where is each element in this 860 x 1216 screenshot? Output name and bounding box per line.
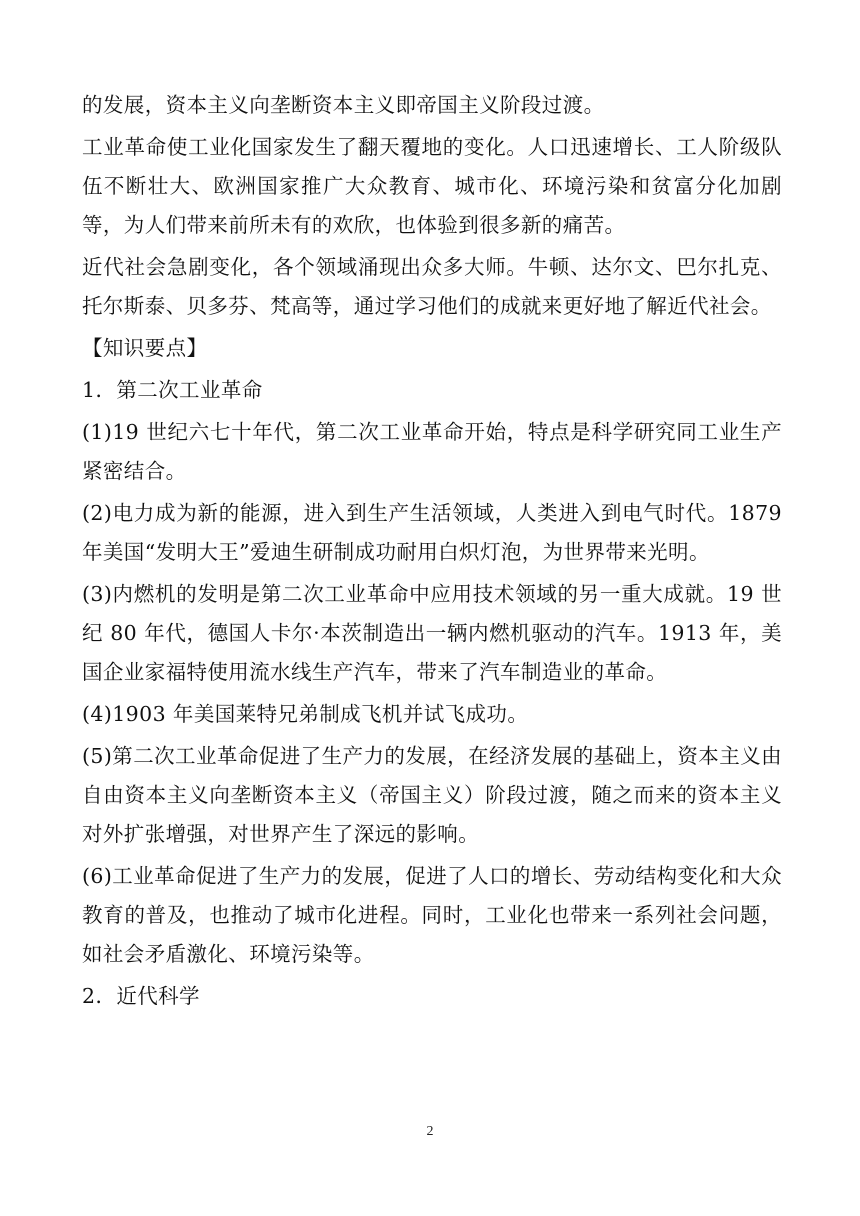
section-title-knowledge-points: 【知识要点】 (82, 336, 208, 360)
paragraph-industrial-change: 工业革命使工业化国家发生了翻天覆地的变化。人口迅速增长、工人阶级队伍不断壮大、欧洲国家推广大众教育、城市化、环境污染和贫富分化加剧等，为人们带来前所未有的欢欣，也体验到很多新的痛苦。 (82, 135, 782, 237)
topic-title-modern-science: 2．近代科学 (82, 984, 200, 1008)
document-body (82, 86, 782, 1019)
list-item: (3)内燃机的发明是第二次工业革命中应用技术领域的另一重大成就。19 世纪 80 年代，德国人卡尔·本茨制造出一辆内燃机驱动的汽车。1913 年，美国企业家福特使用流水线生产汽车，带来了汽车制造业的革命。 (82, 582, 782, 684)
list-item: (1)19 世纪六七十年代，第二次工业革命开始，特点是科学研究同工业生产紧密结合。 (82, 420, 782, 483)
paragraph-masters: 近代社会急剧变化，各个领域涌现出众多大师。牛顿、达尔文、巴尔扎克、托尔斯泰、贝多芬、梵高等，通过学习他们的成就来更好地了解近代社会。 (82, 255, 782, 318)
paragraph-continuation: 的发展，资本主义向垄断资本主义即帝国主义阶段过渡。 (82, 93, 605, 117)
list-item: (5)第二次工业革命促进了生产力的发展，在经济发展的基础上，资本主义由自由资本主义向垄断资本主义（帝国主义）阶段过渡，随之而来的资本主义对外扩张增强，对世界产生了深远的影响。 (82, 744, 782, 846)
page-number: 2 (426, 1124, 434, 1139)
topic-title-second-industrial-revolution: 1．第二次工业革命 (82, 378, 263, 402)
list-item: (6)工业革命促进了生产力的发展，促进了人口的增长、劳动结构变化和大众教育的普及，也推动了城市化进程。同时，工业化也带来一系列社会问题，如社会矛盾激化、环境污染等。 (82, 864, 782, 966)
list-item: (2)电力成为新的能源，进入到生产生活领域，人类进入到电气时代。1879 年美国“发明大王”爱迪生研制成功耐用白炽灯泡，为世界带来光明。 (82, 501, 782, 564)
list-item: (4)1903 年美国莱特兄弟制成飞机并试飞成功。 (82, 702, 529, 726)
